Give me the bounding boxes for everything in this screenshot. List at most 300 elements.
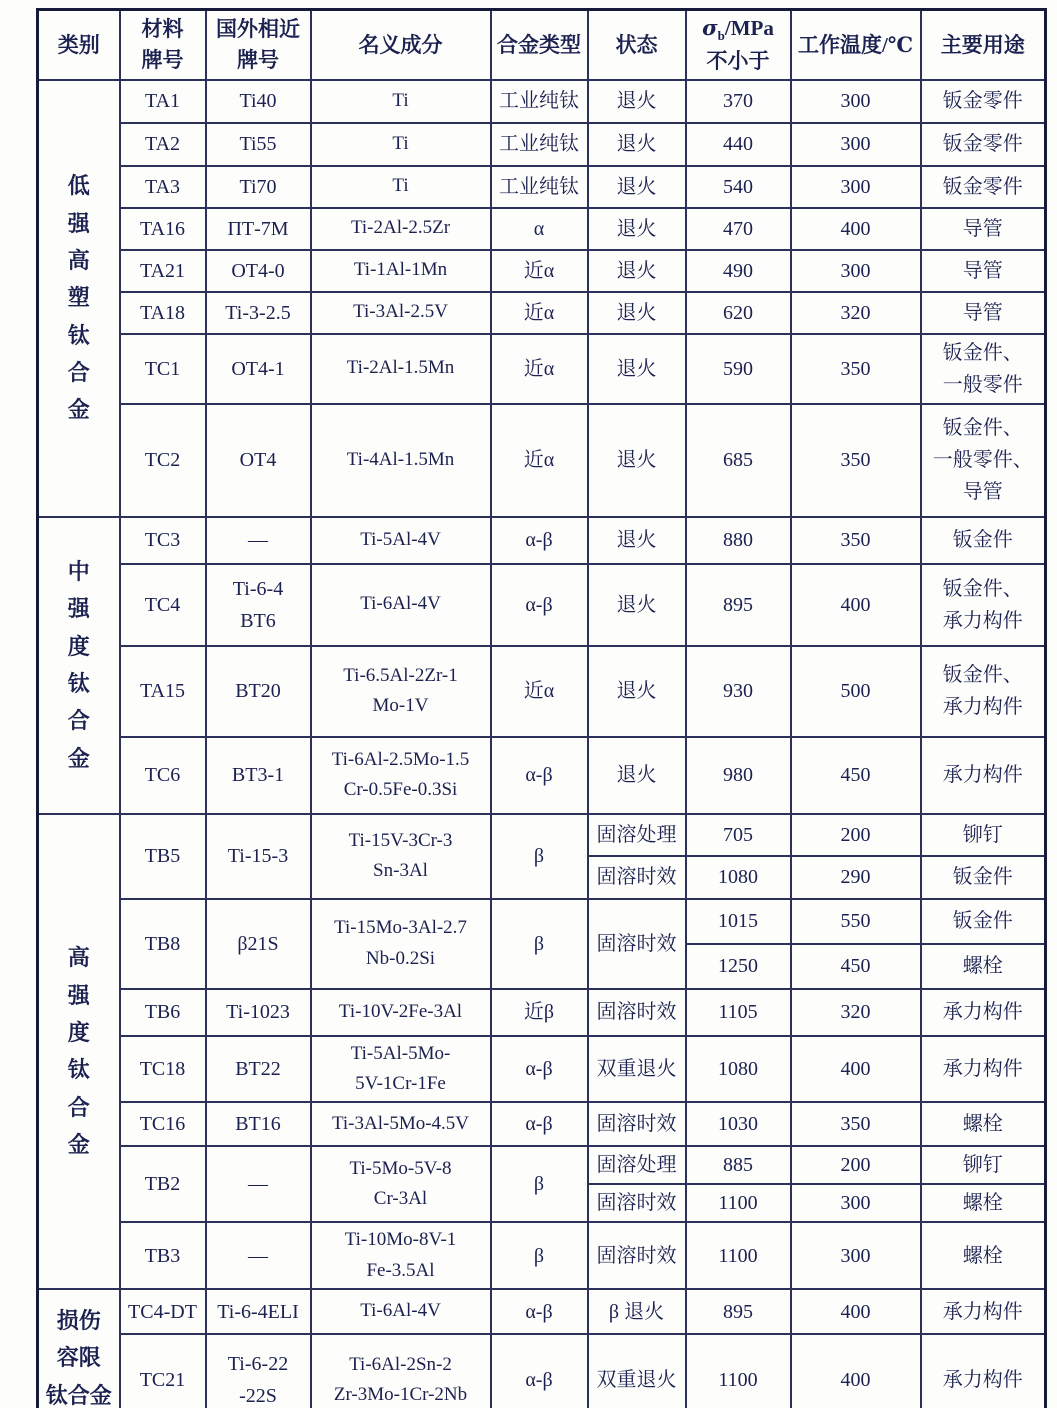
cell-line: 低 <box>67 173 90 199</box>
cell-line: 400 <box>840 1057 871 1080</box>
alloy-type-cell <box>491 208 588 250</box>
usage-cell <box>921 334 1046 404</box>
table-row <box>38 564 1046 646</box>
cell-line: TC4-DT <box>128 1300 197 1323</box>
table-row <box>38 208 1046 250</box>
cell-line: 高 <box>67 247 90 273</box>
header-foreign <box>206 10 311 80</box>
foreign-cell <box>206 80 311 123</box>
cell-line: 1250 <box>718 955 758 977</box>
foreign-cell <box>206 564 311 646</box>
table-row <box>38 123 1046 166</box>
state-cell <box>588 1184 686 1222</box>
cell-line: 近α <box>523 301 555 324</box>
cell-line: 强 <box>67 210 90 236</box>
cell-line: 退火 <box>616 357 657 380</box>
cell-line: Ti40 <box>239 90 277 112</box>
alloy-type-cell <box>491 1222 588 1289</box>
cell-line: 承力构件 <box>942 696 1023 718</box>
grade-cell <box>120 1146 206 1222</box>
cell-line: 铆钉 <box>962 823 1003 846</box>
cell-line: 1100 <box>718 1244 758 1267</box>
cell-line: Ti-3Al-2.5V <box>353 301 448 323</box>
strength-cell <box>686 1184 791 1222</box>
cell-line: β 退火 <box>608 1300 665 1323</box>
foreign-cell <box>206 1334 311 1408</box>
cell-line: TB2 <box>144 1173 181 1196</box>
cell-line: 1015 <box>718 910 758 932</box>
header-foreign-line: 牌号 <box>237 47 279 72</box>
table-row <box>38 989 1046 1036</box>
strength-cell <box>686 1222 791 1289</box>
cell-line: 1100 <box>718 1192 758 1215</box>
cell-line: β <box>533 932 545 955</box>
cell-line: 固溶时效 <box>596 1001 677 1023</box>
usage-cell <box>921 517 1046 564</box>
cell-line: 钛 <box>67 671 90 696</box>
grade-cell <box>120 814 206 899</box>
cell-line: 工业纯钛 <box>499 175 579 198</box>
header-composition-line: 名义成分 <box>358 32 443 57</box>
cell-line: 400 <box>840 217 871 240</box>
state-cell <box>588 208 686 250</box>
cell-line: 退火 <box>616 764 657 786</box>
cell-line: 450 <box>840 955 871 977</box>
cell-line: 高 <box>67 945 90 971</box>
cell-line: Ti-4Al-1.5Mn <box>346 448 455 470</box>
cell-line: 540 <box>723 175 753 198</box>
strength-cell <box>686 856 791 899</box>
strength-cell <box>686 404 791 517</box>
cell-line: 590 <box>723 357 753 380</box>
cell-line: 930 <box>723 680 753 702</box>
cell-line: 金 <box>67 397 90 423</box>
cell-line: 近α <box>523 449 555 471</box>
cell-line: Ti-1023 <box>226 1001 290 1023</box>
cell-line: 885 <box>723 1154 753 1177</box>
cell-line: 1080 <box>718 866 758 888</box>
header-foreign-line: 国外相近 <box>216 17 300 42</box>
usage-cell <box>921 123 1046 166</box>
cell-line: 强 <box>67 596 90 622</box>
cell-line: 400 <box>840 1300 871 1323</box>
grade-cell <box>120 292 206 334</box>
state-cell <box>588 292 686 334</box>
cell-line: 300 <box>840 1192 871 1215</box>
cell-line: 固溶时效 <box>596 866 677 888</box>
state-cell <box>588 1102 686 1146</box>
usage-cell <box>921 1184 1046 1222</box>
state-cell <box>588 1289 686 1334</box>
grade-cell <box>120 334 206 404</box>
strength-cell <box>686 208 791 250</box>
cell-line: 400 <box>840 1369 871 1392</box>
cell-line: TA18 <box>139 301 186 324</box>
table-row <box>38 1102 1046 1146</box>
composition-cell <box>311 517 491 564</box>
cell-line: 承力构件 <box>942 609 1023 632</box>
usage-cell <box>921 737 1046 814</box>
state-cell <box>588 989 686 1036</box>
grade-cell <box>120 250 206 292</box>
strength-cell <box>686 1146 791 1184</box>
temperature-cell <box>791 814 921 856</box>
usage-cell <box>921 1289 1046 1334</box>
cell-line: 290 <box>840 866 871 888</box>
composition-cell <box>311 899 491 989</box>
header-row <box>38 10 1046 80</box>
table-header <box>38 10 1046 80</box>
state-cell <box>588 564 686 646</box>
strength-cell <box>686 989 791 1036</box>
strength-cell <box>686 1102 791 1146</box>
strength-cell <box>686 899 791 944</box>
cell-line: 钛 <box>67 322 90 348</box>
cell-line: 退火 <box>616 259 657 282</box>
grade-cell <box>120 737 206 814</box>
table-row <box>38 517 1046 564</box>
table-row <box>38 1289 1046 1334</box>
cell-line: OT4 <box>239 449 277 471</box>
composition-cell <box>311 646 491 737</box>
strength-cell <box>686 250 791 292</box>
foreign-cell <box>206 1146 311 1222</box>
grade-cell <box>120 989 206 1036</box>
cell-line: Zr-3Mo-1Cr-2Nb <box>333 1384 468 1406</box>
cell-line: 钣金零件 <box>942 175 1023 198</box>
cell-line: 塑 <box>67 285 90 311</box>
cell-line: 工业纯钛 <box>499 133 579 155</box>
grade-cell <box>120 404 206 517</box>
cell-line: Ti-6Al-4V <box>360 1300 441 1322</box>
strength-cell <box>686 564 791 646</box>
state-cell <box>588 814 686 856</box>
temperature-cell <box>791 1334 921 1408</box>
grade-cell <box>120 1222 206 1289</box>
cell-line: 合 <box>67 708 90 734</box>
cell-line: BT16 <box>235 1113 281 1136</box>
header-grade-line: 牌号 <box>141 47 184 72</box>
cell-line: 钣金零件 <box>942 90 1023 112</box>
cell-line: TC1 <box>144 357 181 380</box>
strength-cell <box>686 80 791 123</box>
cell-line: 螺栓 <box>962 955 1003 977</box>
cell-line: Ti-6-22 <box>227 1353 289 1376</box>
cell-line: 退火 <box>616 90 657 112</box>
cell-line: 近α <box>523 259 555 282</box>
cell-line: 350 <box>840 529 871 551</box>
cell-line: TB5 <box>144 845 181 867</box>
cell-line: 350 <box>840 1113 871 1136</box>
composition-cell <box>311 814 491 899</box>
foreign-cell <box>206 166 311 208</box>
cell-line: 固溶处理 <box>596 1154 677 1177</box>
temperature-cell <box>791 1222 921 1289</box>
state-cell <box>588 517 686 564</box>
alloy-type-cell <box>491 250 588 292</box>
cell-line: 500 <box>840 680 871 702</box>
temperature-cell <box>791 404 921 517</box>
header-strength <box>686 10 791 80</box>
temperature-cell <box>791 80 921 123</box>
header-strength-line: 不小于 <box>706 49 770 74</box>
header-strength-line: $\sigma_b$/MPa <box>702 15 774 44</box>
cell-line: 5V-1Cr-1Fe <box>355 1072 446 1094</box>
usage-cell <box>921 1146 1046 1184</box>
header-category-line: 类别 <box>57 32 100 57</box>
grade-cell <box>120 1334 206 1408</box>
cell-line: TC21 <box>139 1369 186 1392</box>
alloy-type-cell <box>491 166 588 208</box>
cell-line: Cr-3Al <box>373 1188 428 1210</box>
table-row <box>38 250 1046 292</box>
composition-cell <box>311 1036 491 1103</box>
cell-line: Ti-6Al-4V <box>360 593 441 615</box>
grade-cell <box>120 1036 206 1103</box>
cell-line: 一般零件 <box>942 373 1023 396</box>
cell-line: 工业纯钛 <box>499 90 579 112</box>
table-row <box>38 814 1046 856</box>
cell-line: 近β <box>523 1001 555 1023</box>
usage-cell <box>921 1222 1046 1289</box>
cell-line: Ti-6-4 <box>232 577 284 600</box>
cell-line: 合 <box>67 360 90 386</box>
usage-cell <box>921 80 1046 123</box>
alloy-type-cell <box>491 646 588 737</box>
cell-line: 退火 <box>616 217 657 240</box>
cell-line: 450 <box>840 764 871 786</box>
cell-line: 620 <box>723 301 753 324</box>
cell-line: 近α <box>523 357 555 380</box>
cell-line: Ti-5Al-4V <box>360 528 441 550</box>
strength-cell <box>686 814 791 856</box>
cell-line: 铆钉 <box>962 1154 1003 1177</box>
cell-line: α <box>533 217 545 240</box>
header-grade <box>120 10 206 80</box>
alloy-type-cell <box>491 1289 588 1334</box>
table-row <box>38 80 1046 123</box>
cell-line: TC6 <box>144 764 181 786</box>
foreign-cell <box>206 814 311 899</box>
header-state <box>588 10 686 80</box>
cell-line: α-β <box>525 593 553 616</box>
alloy-type-cell <box>491 1146 588 1222</box>
composition-cell <box>311 80 491 123</box>
cell-line: BT3-1 <box>231 764 285 786</box>
alloy-type-cell <box>491 899 588 989</box>
cell-line: 退火 <box>616 529 657 551</box>
cell-line: 退火 <box>616 593 657 616</box>
usage-cell <box>921 292 1046 334</box>
cell-line: 440 <box>723 133 753 155</box>
cell-line: Ti-6Al-2Sn-2 <box>349 1353 452 1375</box>
table-row <box>38 166 1046 208</box>
cell-line: 退火 <box>616 301 657 324</box>
cell-line: β21S <box>237 932 279 955</box>
foreign-cell <box>206 334 311 404</box>
cell-line: 钛 <box>67 1057 90 1083</box>
cell-line: 320 <box>840 1001 871 1023</box>
cell-line: 近α <box>523 680 555 702</box>
state-cell <box>588 123 686 166</box>
cell-line: 200 <box>840 823 871 846</box>
temperature-cell <box>791 646 921 737</box>
alloy-type-cell <box>491 1036 588 1103</box>
composition-cell <box>311 1289 491 1334</box>
cell-line: Cr-0.5Fe-0.3Si <box>343 779 458 800</box>
composition-cell <box>311 123 491 166</box>
foreign-cell <box>206 646 311 737</box>
grade-cell <box>120 1102 206 1146</box>
grade-cell <box>120 646 206 737</box>
cell-line: α-β <box>525 1113 553 1136</box>
foreign-cell <box>206 1222 311 1289</box>
usage-cell <box>921 250 1046 292</box>
composition-cell <box>311 1102 491 1146</box>
cell-line: TA3 <box>144 175 181 198</box>
strength-cell <box>686 123 791 166</box>
cell-line: 承力构件 <box>942 1001 1023 1023</box>
cell-line: Ti-3-2.5 <box>225 301 291 324</box>
composition-cell <box>311 208 491 250</box>
foreign-cell <box>206 208 311 250</box>
cell-line: 容限 <box>56 1345 101 1371</box>
cell-line: 320 <box>840 301 871 324</box>
table-row <box>38 899 1046 944</box>
cell-line: TC16 <box>139 1113 186 1136</box>
cell-line: TA1 <box>144 90 181 112</box>
cell-line: 钣金件 <box>952 866 1013 888</box>
cell-line: 中 <box>67 558 90 584</box>
composition-cell <box>311 737 491 814</box>
composition-cell <box>311 404 491 517</box>
usage-cell <box>921 166 1046 208</box>
alloy-type-cell <box>491 1334 588 1408</box>
cell-line: 300 <box>840 259 871 282</box>
cell-line: 导管 <box>962 481 1003 503</box>
strength-cell <box>686 944 791 989</box>
cell-line: 880 <box>723 529 753 551</box>
cell-line: 导管 <box>962 259 1003 282</box>
cell-line: Mo-1V <box>372 695 429 716</box>
cell-line: Ti-15V-3Cr-3 <box>348 829 453 851</box>
foreign-cell <box>206 517 311 564</box>
cell-line: 钣金件 <box>952 910 1013 932</box>
grade-cell <box>120 517 206 564</box>
cell-line: 300 <box>840 133 871 155</box>
cell-line: 一般零件、 <box>932 449 1033 471</box>
cell-line: Ti-5Al-5Mo- <box>350 1042 451 1064</box>
state-cell <box>588 250 686 292</box>
usage-cell <box>921 564 1046 646</box>
cell-line: Ti-5Mo-5V-8 <box>349 1157 452 1179</box>
temperature-cell <box>791 208 921 250</box>
cell-line: 螺栓 <box>962 1244 1003 1267</box>
cell-line: 300 <box>840 1244 871 1267</box>
state-cell <box>588 1146 686 1184</box>
cell-line: 200 <box>840 1154 871 1177</box>
cell-line: Ti <box>392 175 409 197</box>
cell-line: 螺栓 <box>962 1113 1003 1136</box>
cell-line: Ti-2Al-1.5Mn <box>346 357 455 379</box>
composition-cell <box>311 334 491 404</box>
category-cell <box>38 814 120 1290</box>
usage-cell <box>921 1334 1046 1408</box>
cell-line: 钛合金 <box>45 1382 112 1408</box>
header-usage-line: 主要用途 <box>940 32 1025 57</box>
cell-line: 980 <box>723 764 753 786</box>
alloy-type-cell <box>491 404 588 517</box>
alloy-type-cell <box>491 123 588 166</box>
cell-line: — <box>248 1244 268 1267</box>
cell-line: 钣金件、 <box>942 341 1023 364</box>
alloy-type-cell <box>491 814 588 899</box>
cell-line: 705 <box>723 823 753 846</box>
strength-cell <box>686 1036 791 1103</box>
cell-line: 双重退火 <box>596 1057 677 1080</box>
usage-cell <box>921 404 1046 517</box>
cell-line: 895 <box>723 1300 753 1323</box>
cell-line: 金 <box>67 745 90 771</box>
cell-line: TB8 <box>144 932 181 955</box>
cell-line: — <box>248 1173 268 1196</box>
cell-line: TB3 <box>144 1244 181 1267</box>
temperature-cell <box>791 1146 921 1184</box>
cell-line: BT6 <box>240 609 276 632</box>
cell-line: α-β <box>525 1057 553 1080</box>
cell-line: 550 <box>840 910 871 932</box>
cell-line: BT22 <box>235 1057 281 1080</box>
cell-line: — <box>248 529 268 551</box>
foreign-cell <box>206 123 311 166</box>
usage-cell <box>921 646 1046 737</box>
temperature-cell <box>791 737 921 814</box>
usage-cell <box>921 208 1046 250</box>
table-row <box>38 646 1046 737</box>
alloy-type-cell <box>491 334 588 404</box>
state-cell <box>588 646 686 737</box>
usage-cell <box>921 856 1046 899</box>
cell-line: TB6 <box>144 1001 181 1023</box>
category-cell <box>38 1289 120 1408</box>
table-row <box>38 1146 1046 1184</box>
composition-cell <box>311 250 491 292</box>
cell-line: BT20 <box>235 680 281 702</box>
cell-line: Ti70 <box>239 175 277 198</box>
table-row <box>38 334 1046 404</box>
foreign-cell <box>206 404 311 517</box>
grade-cell <box>120 80 206 123</box>
temperature-cell <box>791 564 921 646</box>
grade-cell <box>120 564 206 646</box>
cell-line: TC18 <box>139 1057 186 1080</box>
cell-line: 1030 <box>718 1113 758 1136</box>
state-cell <box>588 166 686 208</box>
composition-cell <box>311 166 491 208</box>
composition-cell <box>311 1146 491 1222</box>
cell-line: 承力构件 <box>942 1300 1023 1323</box>
cell-line: 退火 <box>616 133 657 155</box>
cell-line: 370 <box>723 90 753 112</box>
alloy-type-cell <box>491 1102 588 1146</box>
strength-cell <box>686 646 791 737</box>
table-row <box>38 1334 1046 1408</box>
cell-line: Ti <box>392 132 409 154</box>
cell-line: 固溶时效 <box>596 932 677 955</box>
table-row <box>38 1036 1046 1103</box>
cell-line: 钣金件、 <box>942 577 1023 600</box>
table-body <box>38 80 1046 1408</box>
